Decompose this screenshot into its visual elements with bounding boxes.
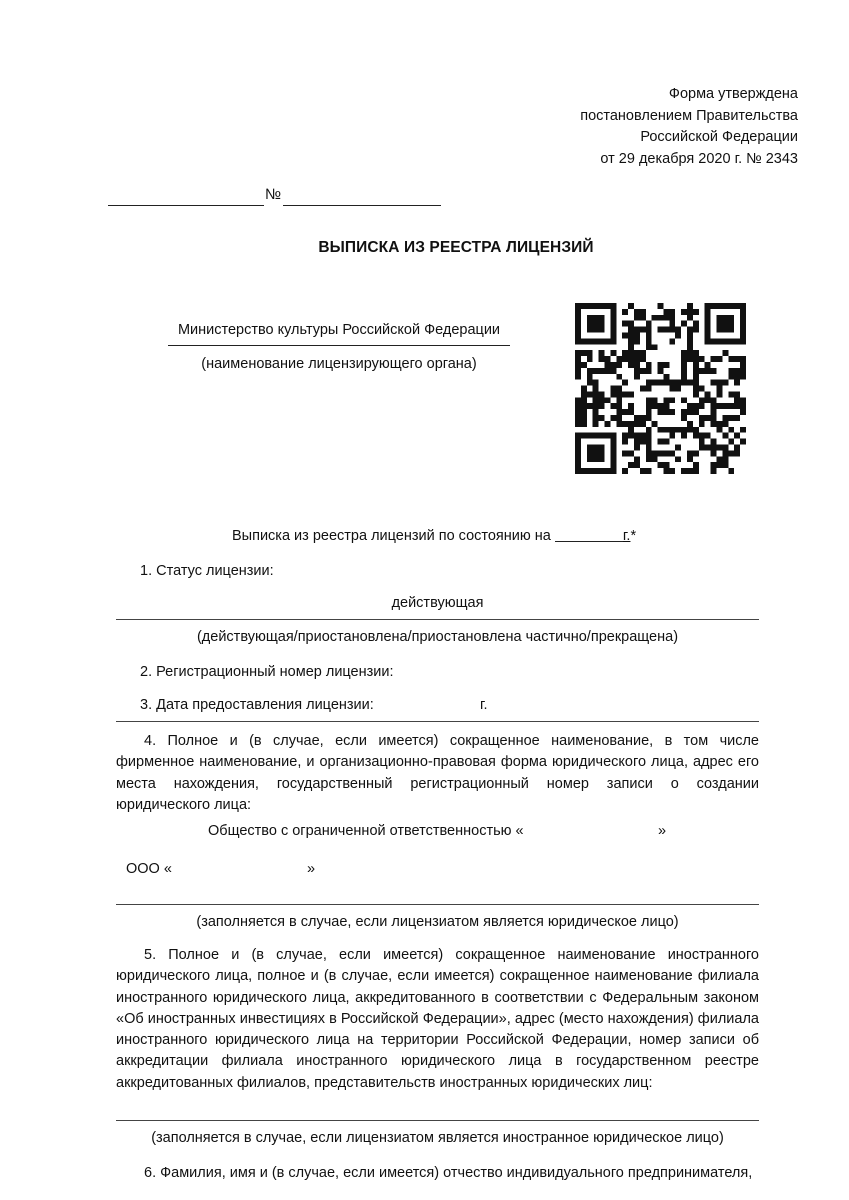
- item5-text: 5. Полное и (в случае, если имеется) сокращенное наименование иностранного юридического лица, полное и (в случае, если имеется) сокращенное наименование филиала иностранного юридического лица, аккредитованного в соответствии с Федеральным законом «Об иностранных инвестициях в Российской Федерации», адрес (место нахождения) филиала иностранного юридического лица на территории Российской Федерации, номер записи об аккредитации филиала иностранного юридического лица в государственном реестре аккредитованных филиалов, представительств иностранных юридических лиц:: [116, 947, 759, 1091]
- approval-line-3: Российской Федерации: [640, 129, 798, 145]
- date-blank[interactable]: [108, 205, 264, 206]
- item6-text: 6. Фамилия, имя и (в случае, если имеется) отчество индивидуального предпринимателя,: [144, 1165, 753, 1181]
- item4-text: 4. Полное и (в случае, если имеется) сокращенное наименование, в том числе фирменное наименование, и организационно-правовая форма юридического лица, адрес его места нахождения, государственный регистрационный номер записи о создании юридического лица:: [116, 733, 759, 813]
- item5-underline: [116, 1120, 759, 1121]
- item4-caption: (заполняется в случае, если лицензиатом является юридическое лицо): [196, 914, 679, 930]
- full-name-suffix: »: [658, 823, 667, 839]
- item5-caption: (заполняется в случае, если лицензиатом является иностранное юридическое лицо): [151, 1130, 724, 1146]
- approval-line-2: постановлением Правительства: [580, 107, 798, 124]
- full-name-prefix: Общество с ограниченной ответственностью «: [208, 823, 524, 839]
- document-number-line: [108, 186, 443, 208]
- page-title: ВЫПИСКА ИЗ РЕЕСТРА ЛИЦЕНЗИЙ: [318, 239, 594, 256]
- footnote-star: *: [630, 528, 637, 544]
- extract-date-prefix: Выписка из реестра лицензий по состоянию на: [232, 528, 555, 544]
- approval-line-1: Форма утверждена: [668, 86, 798, 102]
- authority-caption: (наименование лицензирующего органа): [201, 356, 477, 372]
- approval-stamp: [580, 84, 798, 170]
- number-blank[interactable]: [283, 205, 441, 206]
- number-sign: №: [265, 186, 282, 203]
- extract-date-blank[interactable]: [555, 527, 623, 542]
- approval-line-4: от 29 декабря 2020 г. № 2343: [600, 150, 798, 167]
- item1-label: 1. Статус лицензии:: [140, 563, 274, 579]
- license-status-value: действующая: [391, 595, 484, 611]
- item4-underline: [116, 904, 759, 905]
- authority-name: Министерство культуры Российской Федерации: [177, 322, 501, 338]
- short-name-suffix: »: [307, 861, 316, 877]
- extract-date-line: [232, 527, 636, 544]
- authority-underline: [168, 345, 510, 346]
- extract-date-g: г.: [622, 528, 631, 544]
- short-name-prefix: ООО «: [126, 861, 172, 877]
- item3-year-suffix: г.: [480, 697, 488, 713]
- item3-underline: [116, 721, 759, 722]
- qr-code-icon: [575, 303, 746, 474]
- status-caption: (действующая/приостановлена/приостановлена частично/прекращена): [196, 629, 679, 645]
- item3-label: 3. Дата предоставления лицензии:: [140, 697, 374, 713]
- item2-label: 2. Регистрационный номер лицензии:: [140, 664, 394, 680]
- status-underline: [116, 619, 759, 620]
